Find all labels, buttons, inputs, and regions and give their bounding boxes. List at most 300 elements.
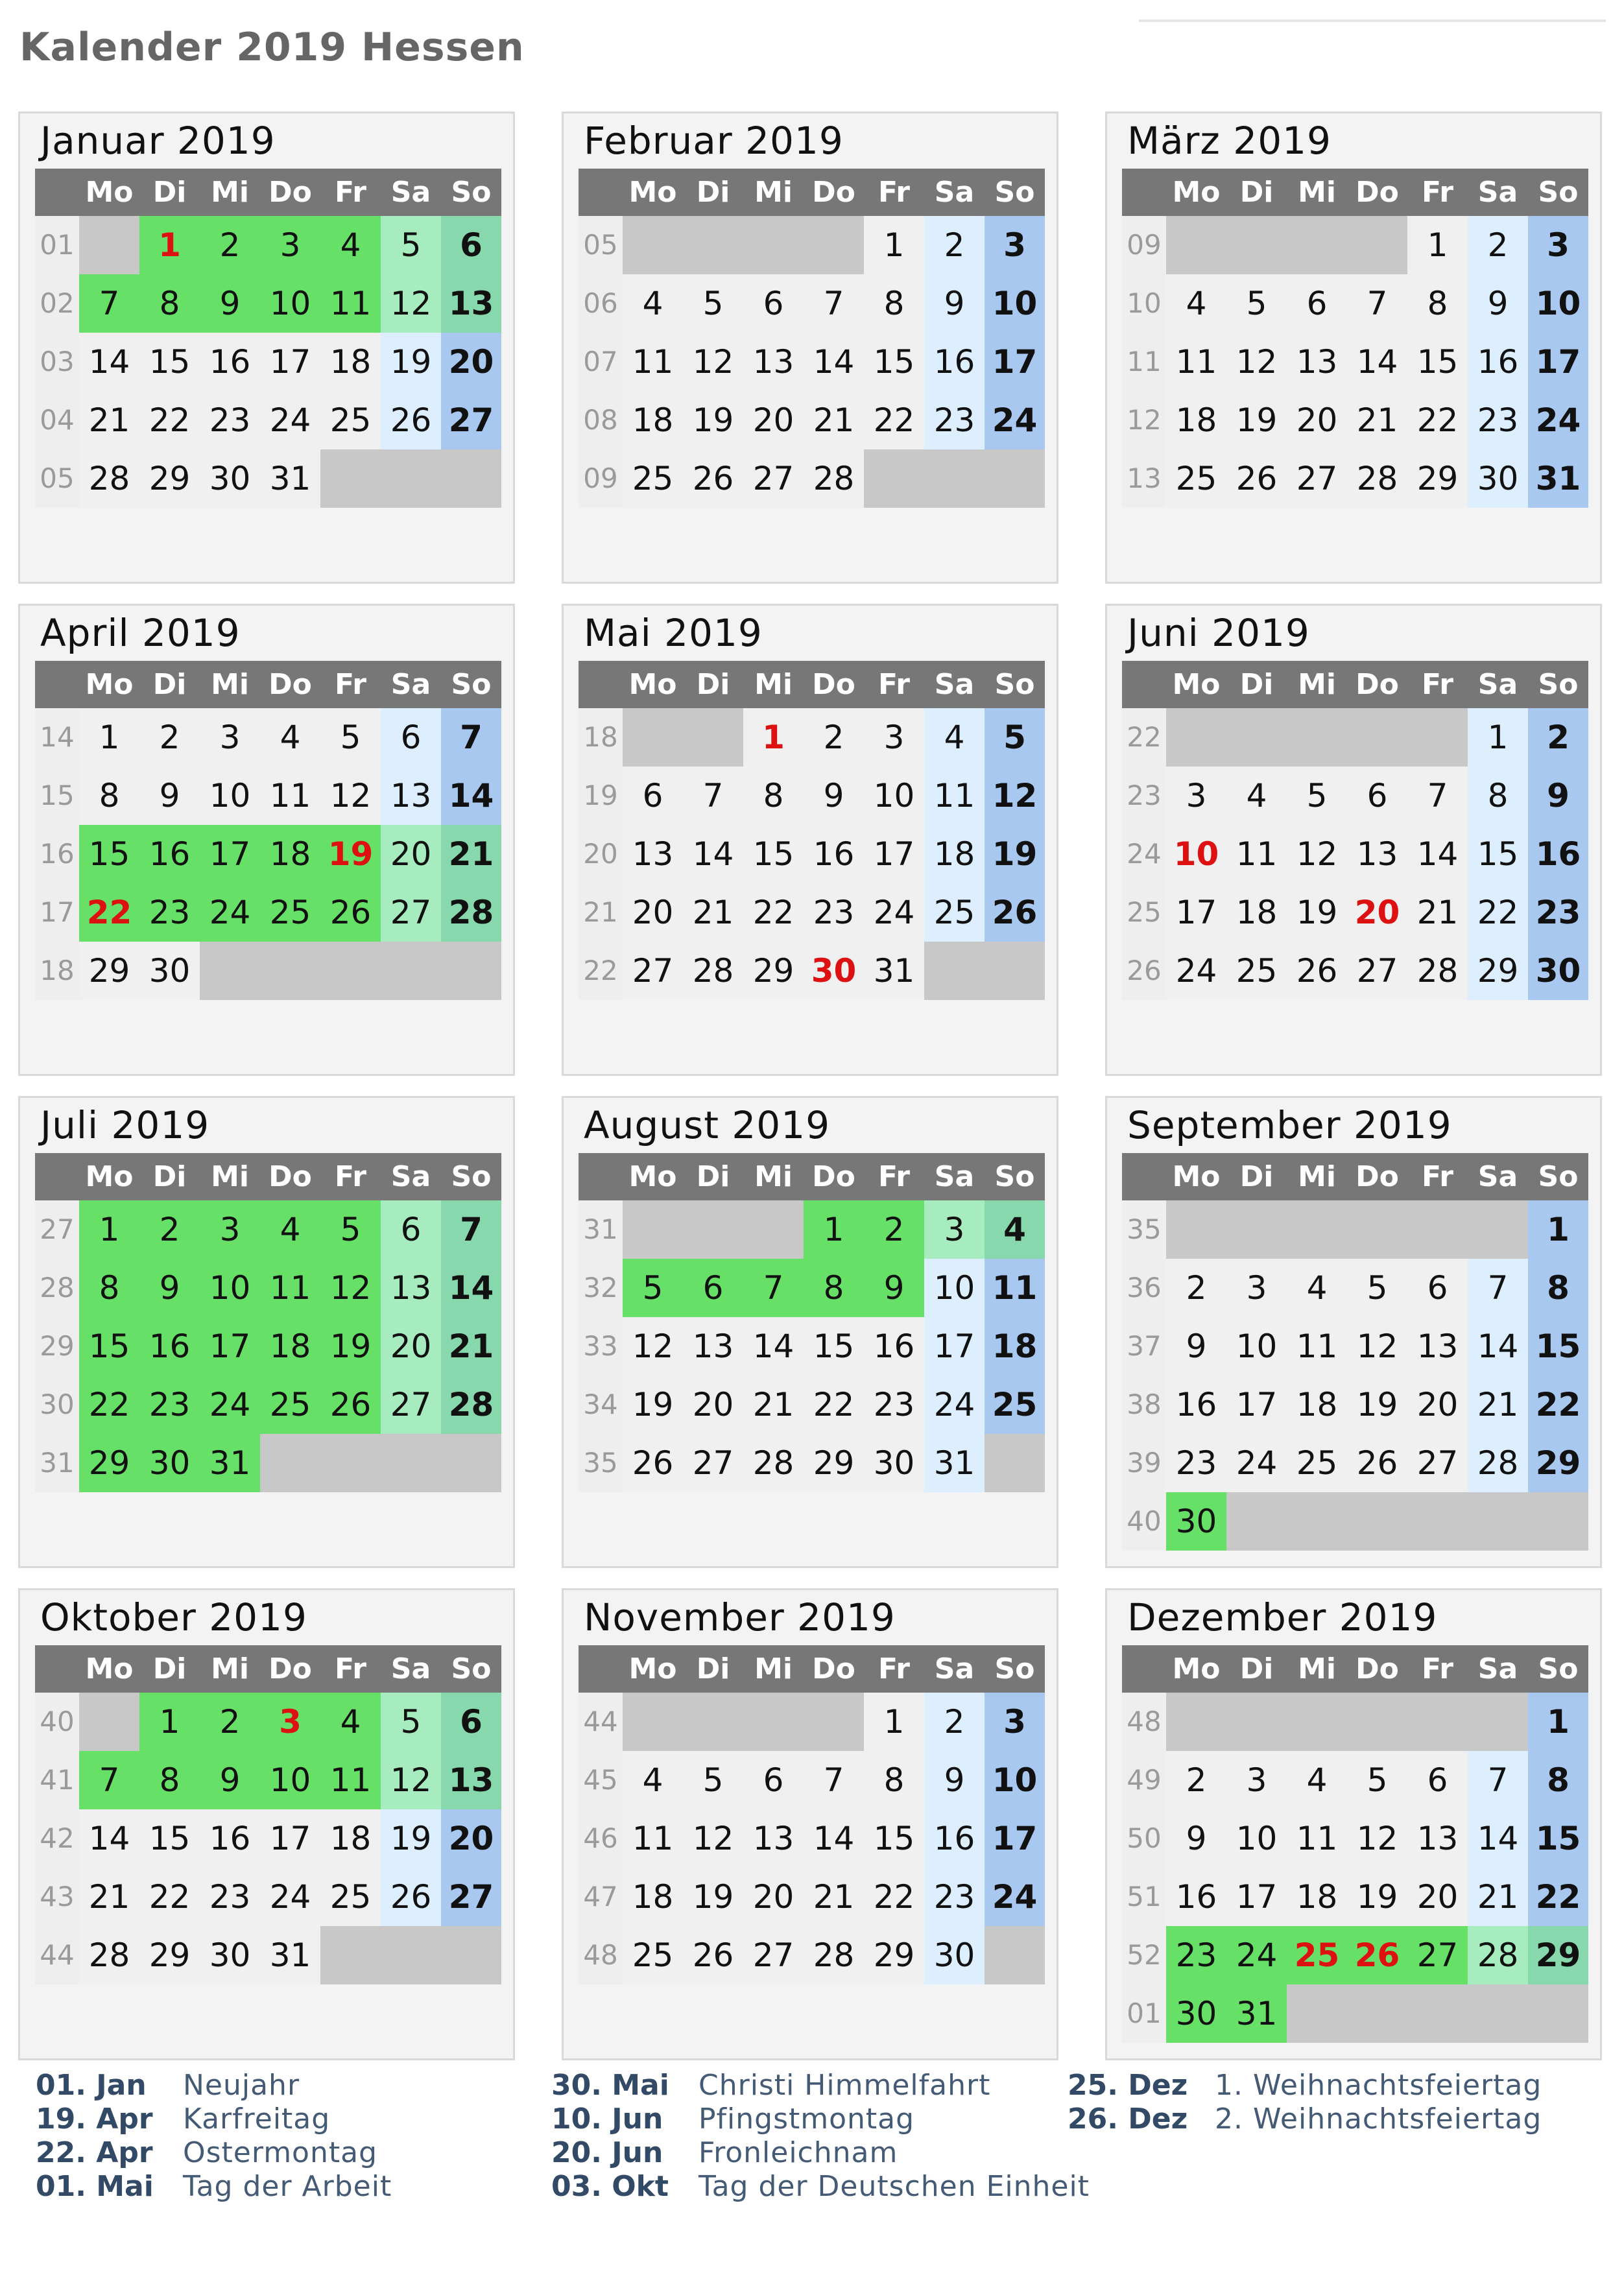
day-cell[interactable]: 15 xyxy=(1468,825,1528,883)
day-cell[interactable]: 28 xyxy=(743,1434,804,1492)
day-cell[interactable]: 26 xyxy=(381,391,441,449)
day-cell[interactable]: 18 xyxy=(260,825,320,883)
day-cell[interactable]: 11 xyxy=(260,1259,320,1317)
day-cell[interactable]: 28 xyxy=(804,1926,864,1984)
day-cell[interactable]: 19 xyxy=(985,825,1045,883)
day-cell[interactable]: 8 xyxy=(1468,767,1528,825)
day-cell[interactable]: 8 xyxy=(79,767,139,825)
day-cell[interactable]: 19 xyxy=(320,825,381,883)
day-cell[interactable]: 9 xyxy=(200,274,260,333)
day-cell[interactable]: 7 xyxy=(1407,767,1468,825)
day-cell[interactable]: 6 xyxy=(441,1693,501,1751)
day-cell[interactable]: 15 xyxy=(743,825,804,883)
day-cell[interactable]: 14 xyxy=(683,825,743,883)
day-cell[interactable]: 11 xyxy=(1226,825,1287,883)
day-cell[interactable]: 25 xyxy=(623,449,683,508)
day-cell[interactable]: 17 xyxy=(260,333,320,391)
day-cell[interactable]: 30 xyxy=(1528,942,1588,1000)
day-cell[interactable]: 16 xyxy=(200,333,260,391)
day-cell[interactable]: 18 xyxy=(1287,1375,1347,1434)
day-cell[interactable]: 15 xyxy=(79,1317,139,1375)
day-cell[interactable]: 27 xyxy=(381,883,441,942)
day-cell[interactable]: 10 xyxy=(1226,1317,1287,1375)
day-cell[interactable]: 27 xyxy=(441,391,501,449)
day-cell[interactable]: 14 xyxy=(441,767,501,825)
day-cell[interactable]: 3 xyxy=(1166,767,1226,825)
day-cell[interactable]: 9 xyxy=(1166,1317,1226,1375)
day-cell[interactable]: 12 xyxy=(1347,1809,1407,1868)
day-cell[interactable]: 29 xyxy=(743,942,804,1000)
day-cell[interactable]: 6 xyxy=(743,274,804,333)
day-cell[interactable]: 7 xyxy=(441,708,501,767)
day-cell[interactable]: 3 xyxy=(260,216,320,274)
day-cell[interactable]: 28 xyxy=(441,1375,501,1434)
day-cell[interactable]: 29 xyxy=(79,1434,139,1492)
day-cell[interactable]: 25 xyxy=(320,1868,381,1926)
day-cell[interactable]: 21 xyxy=(1468,1868,1528,1926)
day-cell[interactable]: 14 xyxy=(804,333,864,391)
day-cell[interactable]: 2 xyxy=(1166,1259,1226,1317)
day-cell[interactable]: 15 xyxy=(864,1809,924,1868)
day-cell[interactable]: 4 xyxy=(260,1200,320,1259)
day-cell[interactable]: 9 xyxy=(1166,1809,1226,1868)
day-cell[interactable]: 24 xyxy=(200,1375,260,1434)
day-cell[interactable]: 20 xyxy=(1347,883,1407,942)
day-cell[interactable]: 12 xyxy=(381,1751,441,1809)
day-cell[interactable]: 3 xyxy=(864,708,924,767)
day-cell[interactable]: 17 xyxy=(200,825,260,883)
day-cell[interactable]: 20 xyxy=(743,391,804,449)
day-cell[interactable]: 11 xyxy=(623,1809,683,1868)
day-cell[interactable]: 6 xyxy=(381,708,441,767)
day-cell[interactable]: 12 xyxy=(623,1317,683,1375)
day-cell[interactable]: 28 xyxy=(1407,942,1468,1000)
day-cell[interactable]: 14 xyxy=(1468,1317,1528,1375)
day-cell[interactable]: 28 xyxy=(79,449,139,508)
day-cell[interactable]: 10 xyxy=(1166,825,1226,883)
day-cell[interactable]: 19 xyxy=(381,1809,441,1868)
day-cell[interactable]: 11 xyxy=(623,333,683,391)
day-cell[interactable]: 8 xyxy=(1528,1259,1588,1317)
day-cell[interactable]: 1 xyxy=(1528,1200,1588,1259)
day-cell[interactable]: 2 xyxy=(139,1200,200,1259)
day-cell[interactable]: 10 xyxy=(985,1751,1045,1809)
day-cell[interactable]: 5 xyxy=(1347,1259,1407,1317)
day-cell[interactable]: 28 xyxy=(1347,449,1407,508)
day-cell[interactable]: 20 xyxy=(743,1868,804,1926)
day-cell[interactable]: 16 xyxy=(864,1317,924,1375)
day-cell[interactable]: 4 xyxy=(623,1751,683,1809)
day-cell[interactable]: 14 xyxy=(1468,1809,1528,1868)
day-cell[interactable]: 18 xyxy=(1287,1868,1347,1926)
day-cell[interactable]: 10 xyxy=(200,767,260,825)
day-cell[interactable]: 8 xyxy=(864,1751,924,1809)
day-cell[interactable]: 4 xyxy=(320,216,381,274)
day-cell[interactable]: 13 xyxy=(381,767,441,825)
day-cell[interactable]: 30 xyxy=(200,1926,260,1984)
day-cell[interactable]: 17 xyxy=(1226,1375,1287,1434)
day-cell[interactable]: 10 xyxy=(260,274,320,333)
day-cell[interactable]: 13 xyxy=(743,333,804,391)
day-cell[interactable]: 12 xyxy=(1226,333,1287,391)
day-cell[interactable]: 13 xyxy=(441,1751,501,1809)
day-cell[interactable]: 5 xyxy=(320,1200,381,1259)
day-cell[interactable]: 25 xyxy=(260,1375,320,1434)
day-cell[interactable]: 20 xyxy=(623,883,683,942)
day-cell[interactable]: 11 xyxy=(1166,333,1226,391)
day-cell[interactable]: 21 xyxy=(79,391,139,449)
day-cell[interactable]: 11 xyxy=(1287,1809,1347,1868)
day-cell[interactable]: 8 xyxy=(79,1259,139,1317)
day-cell[interactable]: 23 xyxy=(1166,1434,1226,1492)
day-cell[interactable]: 5 xyxy=(381,1693,441,1751)
day-cell[interactable]: 12 xyxy=(1347,1317,1407,1375)
day-cell[interactable]: 4 xyxy=(1287,1259,1347,1317)
day-cell[interactable]: 29 xyxy=(79,942,139,1000)
day-cell[interactable]: 14 xyxy=(1407,825,1468,883)
day-cell[interactable]: 27 xyxy=(1407,1926,1468,1984)
day-cell[interactable]: 3 xyxy=(1528,216,1588,274)
day-cell[interactable]: 6 xyxy=(1407,1259,1468,1317)
day-cell[interactable]: 17 xyxy=(985,1809,1045,1868)
day-cell[interactable]: 12 xyxy=(985,767,1045,825)
day-cell[interactable]: 2 xyxy=(864,1200,924,1259)
day-cell[interactable]: 16 xyxy=(924,333,985,391)
day-cell[interactable]: 7 xyxy=(1468,1259,1528,1317)
day-cell[interactable]: 23 xyxy=(1166,1926,1226,1984)
day-cell[interactable]: 22 xyxy=(743,883,804,942)
day-cell[interactable]: 28 xyxy=(804,449,864,508)
day-cell[interactable]: 13 xyxy=(441,274,501,333)
day-cell[interactable]: 11 xyxy=(1287,1317,1347,1375)
day-cell[interactable]: 19 xyxy=(1347,1868,1407,1926)
day-cell[interactable]: 22 xyxy=(79,1375,139,1434)
day-cell[interactable]: 2 xyxy=(1166,1751,1226,1809)
day-cell[interactable]: 5 xyxy=(985,708,1045,767)
day-cell[interactable]: 3 xyxy=(924,1200,985,1259)
day-cell[interactable]: 30 xyxy=(804,942,864,1000)
day-cell[interactable]: 23 xyxy=(139,1375,200,1434)
day-cell[interactable]: 23 xyxy=(1528,883,1588,942)
day-cell[interactable]: 25 xyxy=(260,883,320,942)
day-cell[interactable]: 25 xyxy=(1287,1434,1347,1492)
day-cell[interactable]: 12 xyxy=(1287,825,1347,883)
day-cell[interactable]: 28 xyxy=(1468,1926,1528,1984)
day-cell[interactable]: 31 xyxy=(260,449,320,508)
day-cell[interactable]: 15 xyxy=(1528,1317,1588,1375)
day-cell[interactable]: 31 xyxy=(200,1434,260,1492)
day-cell[interactable]: 19 xyxy=(320,1317,381,1375)
day-cell[interactable]: 22 xyxy=(1468,883,1528,942)
day-cell[interactable]: 24 xyxy=(924,1375,985,1434)
day-cell[interactable]: 25 xyxy=(1166,449,1226,508)
day-cell[interactable]: 4 xyxy=(260,708,320,767)
day-cell[interactable]: 6 xyxy=(683,1259,743,1317)
day-cell[interactable]: 8 xyxy=(139,274,200,333)
day-cell[interactable]: 8 xyxy=(139,1751,200,1809)
day-cell[interactable]: 3 xyxy=(200,1200,260,1259)
day-cell[interactable]: 4 xyxy=(985,1200,1045,1259)
day-cell[interactable]: 5 xyxy=(1347,1751,1407,1809)
day-cell[interactable]: 17 xyxy=(924,1317,985,1375)
day-cell[interactable]: 30 xyxy=(1166,1492,1226,1551)
day-cell[interactable]: 5 xyxy=(683,274,743,333)
day-cell[interactable]: 18 xyxy=(1226,883,1287,942)
day-cell[interactable]: 31 xyxy=(260,1926,320,1984)
day-cell[interactable]: 2 xyxy=(924,216,985,274)
day-cell[interactable]: 9 xyxy=(1468,274,1528,333)
day-cell[interactable]: 6 xyxy=(1347,767,1407,825)
day-cell[interactable]: 9 xyxy=(139,767,200,825)
day-cell[interactable]: 4 xyxy=(1166,274,1226,333)
day-cell[interactable]: 12 xyxy=(381,274,441,333)
day-cell[interactable]: 30 xyxy=(139,942,200,1000)
day-cell[interactable]: 25 xyxy=(623,1926,683,1984)
day-cell[interactable]: 5 xyxy=(683,1751,743,1809)
day-cell[interactable]: 31 xyxy=(924,1434,985,1492)
day-cell[interactable]: 3 xyxy=(985,1693,1045,1751)
day-cell[interactable]: 7 xyxy=(79,274,139,333)
day-cell[interactable]: 23 xyxy=(1468,391,1528,449)
day-cell[interactable]: 7 xyxy=(1347,274,1407,333)
day-cell[interactable]: 19 xyxy=(1287,883,1347,942)
day-cell[interactable]: 3 xyxy=(985,216,1045,274)
day-cell[interactable]: 19 xyxy=(623,1375,683,1434)
day-cell[interactable]: 20 xyxy=(683,1375,743,1434)
day-cell[interactable]: 26 xyxy=(985,883,1045,942)
day-cell[interactable]: 14 xyxy=(79,333,139,391)
day-cell[interactable]: 9 xyxy=(864,1259,924,1317)
day-cell[interactable]: 29 xyxy=(1468,942,1528,1000)
day-cell[interactable]: 29 xyxy=(804,1434,864,1492)
day-cell[interactable]: 2 xyxy=(1468,216,1528,274)
day-cell[interactable]: 30 xyxy=(200,449,260,508)
day-cell[interactable]: 1 xyxy=(1468,708,1528,767)
day-cell[interactable]: 26 xyxy=(623,1434,683,1492)
day-cell[interactable]: 18 xyxy=(320,1809,381,1868)
day-cell[interactable]: 1 xyxy=(1528,1693,1588,1751)
day-cell[interactable]: 22 xyxy=(1528,1375,1588,1434)
day-cell[interactable]: 13 xyxy=(381,1259,441,1317)
day-cell[interactable]: 26 xyxy=(1287,942,1347,1000)
day-cell[interactable]: 18 xyxy=(260,1317,320,1375)
day-cell[interactable]: 21 xyxy=(683,883,743,942)
day-cell[interactable]: 19 xyxy=(1347,1375,1407,1434)
day-cell[interactable]: 16 xyxy=(1166,1868,1226,1926)
day-cell[interactable]: 15 xyxy=(139,1809,200,1868)
day-cell[interactable]: 22 xyxy=(864,391,924,449)
day-cell[interactable]: 27 xyxy=(1347,942,1407,1000)
day-cell[interactable]: 1 xyxy=(864,216,924,274)
day-cell[interactable]: 16 xyxy=(139,1317,200,1375)
day-cell[interactable]: 28 xyxy=(1468,1434,1528,1492)
day-cell[interactable]: 17 xyxy=(1528,333,1588,391)
day-cell[interactable]: 4 xyxy=(924,708,985,767)
day-cell[interactable]: 7 xyxy=(804,1751,864,1809)
day-cell[interactable]: 24 xyxy=(1166,942,1226,1000)
day-cell[interactable]: 31 xyxy=(1226,1984,1287,2043)
day-cell[interactable]: 22 xyxy=(804,1375,864,1434)
day-cell[interactable]: 27 xyxy=(381,1375,441,1434)
day-cell[interactable]: 16 xyxy=(139,825,200,883)
day-cell[interactable]: 25 xyxy=(1287,1926,1347,1984)
day-cell[interactable]: 24 xyxy=(985,1868,1045,1926)
day-cell[interactable]: 11 xyxy=(260,767,320,825)
day-cell[interactable]: 22 xyxy=(864,1868,924,1926)
day-cell[interactable]: 12 xyxy=(683,333,743,391)
day-cell[interactable]: 25 xyxy=(924,883,985,942)
day-cell[interactable]: 23 xyxy=(864,1375,924,1434)
day-cell[interactable]: 24 xyxy=(200,883,260,942)
day-cell[interactable]: 21 xyxy=(441,825,501,883)
day-cell[interactable]: 16 xyxy=(1528,825,1588,883)
day-cell[interactable]: 17 xyxy=(1226,1868,1287,1926)
day-cell[interactable]: 20 xyxy=(441,1809,501,1868)
day-cell[interactable]: 9 xyxy=(924,274,985,333)
day-cell[interactable]: 11 xyxy=(924,767,985,825)
day-cell[interactable]: 23 xyxy=(200,391,260,449)
day-cell[interactable]: 14 xyxy=(79,1809,139,1868)
day-cell[interactable]: 22 xyxy=(139,1868,200,1926)
day-cell[interactable]: 20 xyxy=(1287,391,1347,449)
day-cell[interactable]: 7 xyxy=(1468,1751,1528,1809)
day-cell[interactable]: 1 xyxy=(1407,216,1468,274)
day-cell[interactable]: 4 xyxy=(623,274,683,333)
day-cell[interactable]: 1 xyxy=(864,1693,924,1751)
day-cell[interactable]: 24 xyxy=(864,883,924,942)
day-cell[interactable]: 10 xyxy=(1226,1809,1287,1868)
day-cell[interactable]: 21 xyxy=(1347,391,1407,449)
day-cell[interactable]: 7 xyxy=(441,1200,501,1259)
day-cell[interactable]: 1 xyxy=(139,1693,200,1751)
day-cell[interactable]: 23 xyxy=(139,883,200,942)
day-cell[interactable]: 24 xyxy=(985,391,1045,449)
day-cell[interactable]: 8 xyxy=(804,1259,864,1317)
day-cell[interactable]: 17 xyxy=(864,825,924,883)
day-cell[interactable]: 8 xyxy=(1407,274,1468,333)
day-cell[interactable]: 30 xyxy=(864,1434,924,1492)
day-cell[interactable]: 2 xyxy=(1528,708,1588,767)
day-cell[interactable]: 27 xyxy=(683,1434,743,1492)
day-cell[interactable]: 10 xyxy=(200,1259,260,1317)
day-cell[interactable]: 27 xyxy=(1407,1434,1468,1492)
day-cell[interactable]: 26 xyxy=(320,883,381,942)
day-cell[interactable]: 24 xyxy=(260,1868,320,1926)
day-cell[interactable]: 16 xyxy=(804,825,864,883)
day-cell[interactable]: 29 xyxy=(139,1926,200,1984)
day-cell[interactable]: 11 xyxy=(985,1259,1045,1317)
day-cell[interactable]: 23 xyxy=(804,883,864,942)
day-cell[interactable]: 19 xyxy=(1226,391,1287,449)
day-cell[interactable]: 8 xyxy=(743,767,804,825)
day-cell[interactable]: 4 xyxy=(1226,767,1287,825)
day-cell[interactable]: 5 xyxy=(1287,767,1347,825)
day-cell[interactable]: 22 xyxy=(1407,391,1468,449)
day-cell[interactable]: 11 xyxy=(320,274,381,333)
day-cell[interactable]: 30 xyxy=(924,1926,985,1984)
day-cell[interactable]: 21 xyxy=(743,1375,804,1434)
day-cell[interactable]: 26 xyxy=(683,449,743,508)
day-cell[interactable]: 18 xyxy=(1166,391,1226,449)
day-cell[interactable]: 24 xyxy=(1226,1434,1287,1492)
day-cell[interactable]: 14 xyxy=(743,1317,804,1375)
day-cell[interactable]: 18 xyxy=(985,1317,1045,1375)
day-cell[interactable]: 28 xyxy=(79,1926,139,1984)
day-cell[interactable]: 20 xyxy=(1407,1375,1468,1434)
day-cell[interactable]: 16 xyxy=(924,1809,985,1868)
day-cell[interactable]: 16 xyxy=(200,1809,260,1868)
day-cell[interactable]: 21 xyxy=(79,1868,139,1926)
day-cell[interactable]: 6 xyxy=(381,1200,441,1259)
day-cell[interactable]: 25 xyxy=(1226,942,1287,1000)
day-cell[interactable]: 5 xyxy=(320,708,381,767)
day-cell[interactable]: 17 xyxy=(1166,883,1226,942)
day-cell[interactable]: 29 xyxy=(139,449,200,508)
day-cell[interactable]: 30 xyxy=(1468,449,1528,508)
day-cell[interactable]: 18 xyxy=(924,825,985,883)
day-cell[interactable]: 17 xyxy=(200,1317,260,1375)
day-cell[interactable]: 15 xyxy=(804,1317,864,1375)
day-cell[interactable]: 7 xyxy=(804,274,864,333)
day-cell[interactable]: 9 xyxy=(1528,767,1588,825)
day-cell[interactable]: 21 xyxy=(804,391,864,449)
day-cell[interactable]: 15 xyxy=(864,333,924,391)
day-cell[interactable]: 30 xyxy=(1166,1984,1226,2043)
day-cell[interactable]: 2 xyxy=(924,1693,985,1751)
day-cell[interactable]: 7 xyxy=(79,1751,139,1809)
day-cell[interactable]: 10 xyxy=(985,274,1045,333)
day-cell[interactable]: 20 xyxy=(441,333,501,391)
day-cell[interactable]: 15 xyxy=(139,333,200,391)
day-cell[interactable]: 11 xyxy=(320,1751,381,1809)
day-cell[interactable]: 1 xyxy=(79,1200,139,1259)
day-cell[interactable]: 24 xyxy=(260,391,320,449)
day-cell[interactable]: 15 xyxy=(1528,1809,1588,1868)
day-cell[interactable]: 21 xyxy=(1468,1375,1528,1434)
day-cell[interactable]: 18 xyxy=(623,1868,683,1926)
day-cell[interactable]: 13 xyxy=(623,825,683,883)
day-cell[interactable]: 9 xyxy=(924,1751,985,1809)
day-cell[interactable]: 13 xyxy=(1347,825,1407,883)
day-cell[interactable]: 8 xyxy=(1528,1751,1588,1809)
day-cell[interactable]: 1 xyxy=(804,1200,864,1259)
day-cell[interactable]: 6 xyxy=(743,1751,804,1809)
day-cell[interactable]: 13 xyxy=(1407,1809,1468,1868)
day-cell[interactable]: 1 xyxy=(79,708,139,767)
day-cell[interactable]: 10 xyxy=(260,1751,320,1809)
day-cell[interactable]: 27 xyxy=(623,942,683,1000)
day-cell[interactable]: 1 xyxy=(743,708,804,767)
day-cell[interactable]: 13 xyxy=(1287,333,1347,391)
day-cell[interactable]: 26 xyxy=(1347,1434,1407,1492)
day-cell[interactable]: 5 xyxy=(1226,274,1287,333)
day-cell[interactable]: 3 xyxy=(1226,1751,1287,1809)
day-cell[interactable]: 13 xyxy=(743,1809,804,1868)
day-cell[interactable]: 16 xyxy=(1166,1375,1226,1434)
day-cell[interactable]: 21 xyxy=(804,1868,864,1926)
day-cell[interactable]: 2 xyxy=(804,708,864,767)
day-cell[interactable]: 2 xyxy=(200,216,260,274)
day-cell[interactable]: 25 xyxy=(320,391,381,449)
day-cell[interactable]: 3 xyxy=(200,708,260,767)
day-cell[interactable]: 3 xyxy=(1226,1259,1287,1317)
day-cell[interactable]: 27 xyxy=(441,1868,501,1926)
day-cell[interactable]: 26 xyxy=(683,1926,743,1984)
day-cell[interactable]: 3 xyxy=(260,1693,320,1751)
day-cell[interactable]: 14 xyxy=(1347,333,1407,391)
day-cell[interactable]: 29 xyxy=(1528,1434,1588,1492)
day-cell[interactable]: 16 xyxy=(1468,333,1528,391)
